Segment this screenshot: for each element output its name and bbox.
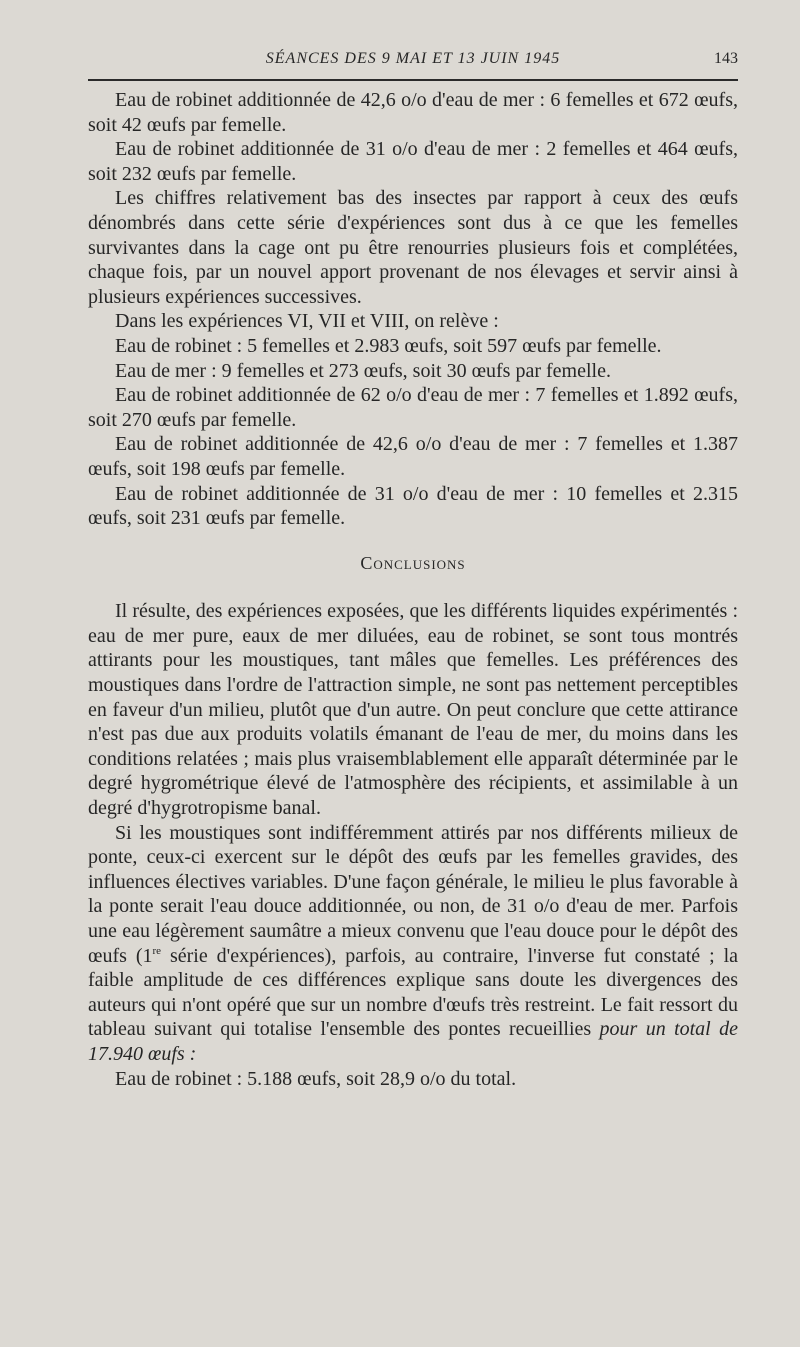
paragraph bbox=[88, 821, 738, 1067]
paragraph: Eau de robinet additionnée de 31 o/o d'eau de mer : 2 femelles et 464 œufs, soit 232 œufs par femelle. bbox=[88, 138, 738, 185]
page-header bbox=[88, 46, 738, 76]
paragraph: Les chiffres relativement bas des insectes par rapport à ceux des œufs dénombrés dans cette série d'expériences sont dus à ce que les femelles survivantes dans la cage ont pu être renourries plusieurs fois et complétées, chaque fois, par un nouvel apport provenant de nos élevages et servir ainsi à plusieurs expériences successives. bbox=[88, 187, 738, 308]
page-number: 143 bbox=[714, 50, 738, 67]
superscript: re bbox=[152, 944, 162, 957]
text-run: Si les moustiques sont indifféremment attirés par nos différents milieux de ponte, ceux-ci exercent sur le dépôt des œufs par les femelles gravides, des influences électives variables. D'une façon générale, le milieu le plus favorable à la ponte serait l'eau douce additionnée, ou non, de 31 o/o d'eau de mer. Parfois une eau légèrement saumâtre a mieux convenu que l'eau douce pour le dépôt des œufs (1 bbox=[88, 821, 738, 967]
paragraph: Il résulte, des expériences exposées, que les différents liquides expérimentés : eau de mer pure, eaux de mer diluées, eau de robinet, se sont tous montrés attirants pour les moustiques, tant mâles que femelles. Les préférences des moustiques dans l'ordre de l'attraction simple, ne sont pas nettement perceptibles en faveur d'un milieu, plutôt que d'un autre. On peut conclure que cette attirance n'est pas due aux produits volatils émanant de l'eau de mer, du moins dans les conditions relatées ; mais plus vraisemblablement elle apparaît déterminée par le degré hygrométrique élevé de l'atmosphère des récipients, et assimilable à un degré d'hygrotropisme banal. bbox=[88, 600, 738, 820]
body-text bbox=[88, 88, 738, 1091]
paragraph: Eau de robinet additionnée de 62 o/o d'eau de mer : 7 femelles et 1.892 œufs, soit 270 œufs par femelle. bbox=[88, 384, 738, 431]
section-heading: Conclusions bbox=[360, 552, 466, 573]
paragraph: Eau de mer : 9 femelles et 273 œufs, soit 30 œufs par femelle. bbox=[115, 359, 611, 382]
header-rule bbox=[88, 79, 738, 81]
italic-run: pour un total de 17.940 œufs : bbox=[88, 1018, 738, 1065]
paragraph: Eau de robinet : 5 femelles et 2.983 œufs, soit 597 œufs par femelle. bbox=[115, 334, 662, 357]
paragraph: Eau de robinet : 5.188 œufs, soit 28,9 o/o du total. bbox=[115, 1067, 517, 1090]
paragraph: Eau de robinet additionnée de 42,6 o/o d'eau de mer : 6 femelles et 672 œufs, soit 42 œufs par femelle. bbox=[88, 89, 738, 136]
running-title: SÉANCES DES 9 MAI ET 13 JUIN 1945 bbox=[265, 50, 561, 67]
text-run: série d'expériences), parfois, au contraire, l'inverse fut constaté ; la faible amplitude de ces différences explique sans doute les divergences des auteurs qui n'ont opéré que sur un nombre d'œufs très restreint. Le fait ressort du tableau suivant qui totalise l'ensemble des pontes recueillies bbox=[88, 944, 739, 1041]
paragraph: Dans les expériences VI, VII et VIII, on relève : bbox=[115, 310, 499, 333]
paragraph: Eau de robinet additionnée de 31 o/o d'eau de mer : 10 femelles et 2.315 œufs, soit 231 œufs par femelle. bbox=[88, 482, 738, 530]
paragraph: Eau de robinet additionnée de 42,6 o/o d'eau de mer : 7 femelles et 1.387 œufs, soit 198 œufs par femelle. bbox=[88, 433, 738, 480]
